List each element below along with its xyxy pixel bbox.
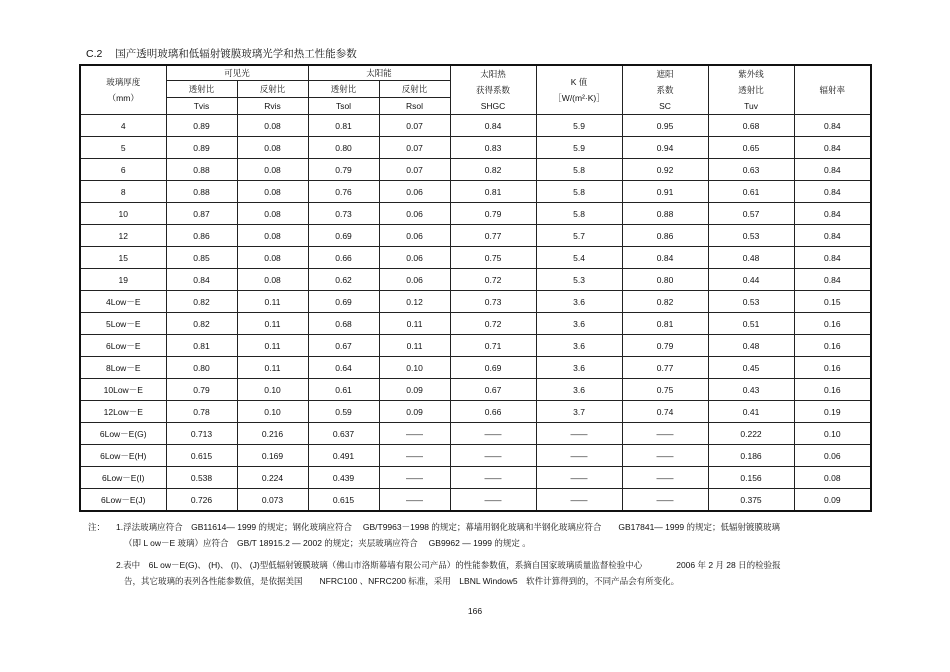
table-cell: 0.16: [794, 357, 871, 379]
table-cell: 0.59: [308, 401, 379, 423]
table-row: [80, 401, 871, 423]
table-cell: 5.8: [536, 181, 622, 203]
table-cell: 0.06: [379, 269, 450, 291]
table-cell: 0.06: [379, 247, 450, 269]
table-cell: 0.10: [237, 379, 308, 401]
table-row: [80, 291, 871, 313]
table-cell: 0.61: [308, 379, 379, 401]
table-cell: 0.86: [166, 225, 237, 247]
table-cell: 4Low－E: [80, 291, 166, 313]
table-cell: ——: [450, 445, 536, 467]
table-cell: ——: [379, 423, 450, 445]
table-cell: 0.69: [308, 291, 379, 313]
table-cell: 0.82: [450, 159, 536, 181]
header-sol-refl: 反射比: [379, 81, 450, 98]
table-cell: 0.94: [622, 137, 708, 159]
table-cell: 0.84: [794, 115, 871, 137]
table-cell: 0.09: [794, 489, 871, 512]
table-cell: 0.80: [166, 357, 237, 379]
table-cell: 19: [80, 269, 166, 291]
note-2-line-2: 告，其它玻璃的表列各性能参数值，是依据美国 NFRC100 、NFRC200 标准，采用 LBNL Window5 软件计算得到的，不同产品会有所变化。: [124, 576, 680, 586]
table-cell: 5.8: [536, 203, 622, 225]
table-cell: 0.86: [622, 225, 708, 247]
table-row: [80, 445, 871, 467]
table-cell: 0.76: [308, 181, 379, 203]
table-cell: ——: [536, 445, 622, 467]
table-cell: ——: [450, 467, 536, 489]
table-cell: 0.66: [450, 401, 536, 423]
table-cell: 0.41: [708, 401, 794, 423]
table-row: [80, 247, 871, 269]
table-cell: 0.08: [237, 269, 308, 291]
table-cell: 6Low－E(I): [80, 467, 166, 489]
table-cell: 0.16: [794, 313, 871, 335]
table-cell: 0.84: [450, 115, 536, 137]
table-cell: 0.43: [708, 379, 794, 401]
table-cell: 0.77: [622, 357, 708, 379]
table-cell: 0.75: [622, 379, 708, 401]
header-thickness: 玻璃厚度 （mm）: [80, 65, 166, 115]
table-cell: 6Low－E(G): [80, 423, 166, 445]
note-2-line-1: 2.表中 6L ow－E(G)、 (H)、 (I)、 (J)型低辐射镀膜玻璃（佛山市洛斯幕墙有限公司产品）的性能参数值，系摘自国家玻璃质量监督检验中心 2006 年 2 月 28 日的检验报: [116, 560, 781, 570]
table-cell: 4: [80, 115, 166, 137]
table-row: [80, 357, 871, 379]
table-cell: 0.224: [237, 467, 308, 489]
table-cell: 0.216: [237, 423, 308, 445]
table-cell: 0.92: [622, 159, 708, 181]
table-cell: 0.64: [308, 357, 379, 379]
table-cell: ——: [622, 445, 708, 467]
table-cell: 0.10: [794, 423, 871, 445]
table-cell: 12Low－E: [80, 401, 166, 423]
table-cell: 0.615: [308, 489, 379, 512]
table-cell: 0.80: [308, 137, 379, 159]
table-cell: 5: [80, 137, 166, 159]
table-cell: 0.79: [450, 203, 536, 225]
table-cell: 0.073: [237, 489, 308, 512]
table-cell: 0.45: [708, 357, 794, 379]
table-cell: 5.7: [536, 225, 622, 247]
header-tsol: Tsol: [308, 98, 379, 115]
table-cell: 0.16: [794, 335, 871, 357]
table-cell: 0.53: [708, 225, 794, 247]
table-cell: 0.68: [308, 313, 379, 335]
table-cell: 0.66: [308, 247, 379, 269]
table-cell: 0.72: [450, 313, 536, 335]
table-cell: 0.08: [237, 137, 308, 159]
table-cell: 10Low－E: [80, 379, 166, 401]
notes-label: 注：: [88, 522, 106, 532]
table-cell: 6Low－E(J): [80, 489, 166, 512]
table-cell: 0.713: [166, 423, 237, 445]
table-row: [80, 423, 871, 445]
table-cell: ——: [622, 423, 708, 445]
page-number: 166: [467, 606, 483, 616]
table-cell: 0.75: [450, 247, 536, 269]
table-row: [80, 379, 871, 401]
table-cell: 10: [80, 203, 166, 225]
table-cell: 0.81: [450, 181, 536, 203]
table-cell: 0.375: [708, 489, 794, 512]
table-cell: 5.9: [536, 137, 622, 159]
table-cell: 0.63: [708, 159, 794, 181]
table-cell: 0.726: [166, 489, 237, 512]
table-caption: [86, 46, 357, 61]
table-row: [80, 335, 871, 357]
table-cell: 0.169: [237, 445, 308, 467]
table-row: [80, 203, 871, 225]
table-cell: 5Low－E: [80, 313, 166, 335]
table-body: [80, 115, 871, 512]
header-tvis: Tvis: [166, 98, 237, 115]
table-cell: 0.79: [622, 335, 708, 357]
header-sol-trans: 透射比: [308, 81, 379, 98]
table-cell: ——: [536, 489, 622, 512]
table-cell: 0.11: [237, 335, 308, 357]
header-shgc: 太阳热 获得系数 SHGC: [450, 65, 536, 115]
table-row: [80, 313, 871, 335]
table-cell: ——: [536, 467, 622, 489]
table-cell: 0.09: [379, 379, 450, 401]
table-row: [80, 159, 871, 181]
table-cell: 0.80: [622, 269, 708, 291]
table-cell: 0.89: [166, 137, 237, 159]
note-2-continued: [88, 573, 888, 589]
table-cell: 0.87: [166, 203, 237, 225]
table-cell: 0.51: [708, 313, 794, 335]
table-cell: 0.156: [708, 467, 794, 489]
table-cell: 0.82: [166, 291, 237, 313]
table-cell: 0.95: [622, 115, 708, 137]
table-cell: 0.79: [308, 159, 379, 181]
table-cell: 5.8: [536, 159, 622, 181]
table-cell: 0.83: [450, 137, 536, 159]
table-cell: 0.491: [308, 445, 379, 467]
table-cell: 0.84: [794, 203, 871, 225]
table-cell: 0.615: [166, 445, 237, 467]
caption-number: C.2: [86, 48, 103, 60]
table-row: [80, 467, 871, 489]
table-cell: 0.12: [379, 291, 450, 313]
header-rvis: Rvis: [237, 98, 308, 115]
table-cell: 0.08: [237, 203, 308, 225]
header-rsol: Rsol: [379, 98, 450, 115]
note-1-continued: [88, 535, 888, 551]
table-cell: 0.79: [166, 379, 237, 401]
table-cell: 0.82: [166, 313, 237, 335]
table-cell: 0.89: [166, 115, 237, 137]
table-cell: 0.65: [708, 137, 794, 159]
table-cell: ——: [622, 489, 708, 512]
table-cell: 0.08: [794, 467, 871, 489]
table-cell: ——: [379, 489, 450, 512]
table-cell: 0.84: [794, 225, 871, 247]
table-cell: 0.08: [237, 159, 308, 181]
table-cell: 0.08: [237, 247, 308, 269]
table-cell: 0.11: [237, 291, 308, 313]
table-cell: 0.07: [379, 159, 450, 181]
table-row: [80, 137, 871, 159]
table-cell: 0.57: [708, 203, 794, 225]
table-cell: 6Low－E(H): [80, 445, 166, 467]
table-cell: 0.69: [308, 225, 379, 247]
table-cell: 0.81: [166, 335, 237, 357]
table-row: [80, 115, 871, 137]
table-cell: 0.84: [794, 247, 871, 269]
table-cell: 0.48: [708, 335, 794, 357]
table-cell: 0.72: [450, 269, 536, 291]
table-cell: ——: [622, 467, 708, 489]
table-cell: 3.6: [536, 357, 622, 379]
table-cell: 5.9: [536, 115, 622, 137]
table-row: [80, 181, 871, 203]
table-cell: 5.4: [536, 247, 622, 269]
table-cell: ——: [450, 423, 536, 445]
table-cell: 3.6: [536, 335, 622, 357]
table-cell: 0.84: [794, 159, 871, 181]
header-vis-trans: 透射比: [166, 81, 237, 98]
table-cell: 0.67: [450, 379, 536, 401]
table-cell: 0.73: [450, 291, 536, 313]
table-cell: 0.222: [708, 423, 794, 445]
notes: [88, 519, 888, 589]
table-cell: 15: [80, 247, 166, 269]
table-cell: 0.11: [379, 335, 450, 357]
table-cell: 8: [80, 181, 166, 203]
table-cell: 0.62: [308, 269, 379, 291]
caption-title: 国产透明玻璃和低辐射镀膜玻璃光学和热工性能参数: [115, 48, 357, 60]
table-cell: 0.06: [379, 225, 450, 247]
table-cell: 0.84: [794, 137, 871, 159]
table-cell: 8Low－E: [80, 357, 166, 379]
table-cell: 3.6: [536, 379, 622, 401]
table-cell: 0.77: [450, 225, 536, 247]
table-cell: 0.84: [622, 247, 708, 269]
table-cell: 0.81: [622, 313, 708, 335]
table-cell: 0.538: [166, 467, 237, 489]
table-cell: 0.07: [379, 137, 450, 159]
header-uv-transmittance: 紫外线 透射比 Tuv: [708, 65, 794, 115]
table-cell: ——: [536, 423, 622, 445]
table-cell: 0.53: [708, 291, 794, 313]
table-cell: 0.88: [166, 159, 237, 181]
table-cell: 3.6: [536, 291, 622, 313]
table-cell: 6: [80, 159, 166, 181]
table-cell: 0.16: [794, 379, 871, 401]
table-cell: 0.19: [794, 401, 871, 423]
table-cell: 0.15: [794, 291, 871, 313]
note-2: [88, 557, 888, 573]
header-emissivity: 辐射率: [794, 65, 871, 115]
table-cell: 0.48: [708, 247, 794, 269]
header-visible: 可见光: [166, 65, 308, 81]
table-cell: 0.11: [237, 357, 308, 379]
table-row: [80, 489, 871, 512]
table-cell: 0.10: [379, 357, 450, 379]
table-cell: 0.82: [622, 291, 708, 313]
header-shading-coefficient: 遮阳 系数 SC: [622, 65, 708, 115]
table-cell: 0.08: [237, 225, 308, 247]
table-cell: 0.61: [708, 181, 794, 203]
table-cell: 0.78: [166, 401, 237, 423]
table-cell: 0.06: [794, 445, 871, 467]
table-cell: 0.81: [308, 115, 379, 137]
table-cell: 0.84: [794, 269, 871, 291]
table-cell: ——: [450, 489, 536, 512]
table-cell: 0.11: [237, 313, 308, 335]
table-cell: 6Low－E: [80, 335, 166, 357]
table-cell: ——: [379, 445, 450, 467]
table-cell: 0.68: [708, 115, 794, 137]
table-cell: 0.88: [622, 203, 708, 225]
table-cell: 12: [80, 225, 166, 247]
table-cell: 0.08: [237, 181, 308, 203]
table-cell: 0.186: [708, 445, 794, 467]
table-cell: 0.67: [308, 335, 379, 357]
table-cell: 3.7: [536, 401, 622, 423]
table-row: [80, 269, 871, 291]
table-cell: 0.06: [379, 181, 450, 203]
table-cell: 0.84: [794, 181, 871, 203]
note-1-line-2: （即 L ow－E 玻璃）应符合 GB/T 18915.2 — 2002 的规定；夹层玻璃应符合 GB9962 — 1999 的规定 。: [124, 538, 531, 548]
header-solar: 太阳能: [308, 65, 450, 81]
table-cell: 0.74: [622, 401, 708, 423]
table-cell: 0.44: [708, 269, 794, 291]
table-cell: ——: [379, 467, 450, 489]
table-cell: 5.3: [536, 269, 622, 291]
table-cell: 0.637: [308, 423, 379, 445]
note-1-line-1: 1.浮法玻璃应符合 GB11614— 1999 的规定；钢化玻璃应符合 GB/T9963－1998 的规定；幕墙用钢化玻璃和半钢化玻璃应符合 GB17841— 1999 的规定；低辐射镀膜玻璃: [116, 522, 780, 532]
header-k-value: K 值 ［W/(m²·K)］: [536, 65, 622, 115]
table-cell: 0.73: [308, 203, 379, 225]
table-cell: 0.85: [166, 247, 237, 269]
table-row: [80, 225, 871, 247]
glass-parameters-table: [79, 64, 872, 512]
note-1: [88, 519, 888, 535]
table-cell: 0.10: [237, 401, 308, 423]
table-cell: 0.09: [379, 401, 450, 423]
table-cell: 0.07: [379, 115, 450, 137]
table-cell: 0.69: [450, 357, 536, 379]
table-cell: 0.08: [237, 115, 308, 137]
header-vis-refl: 反射比: [237, 81, 308, 98]
table-cell: 0.11: [379, 313, 450, 335]
table-cell: 0.88: [166, 181, 237, 203]
table-cell: 0.91: [622, 181, 708, 203]
table-cell: 3.6: [536, 313, 622, 335]
table-cell: 0.439: [308, 467, 379, 489]
table-cell: 0.84: [166, 269, 237, 291]
table-cell: 0.71: [450, 335, 536, 357]
table-cell: 0.06: [379, 203, 450, 225]
